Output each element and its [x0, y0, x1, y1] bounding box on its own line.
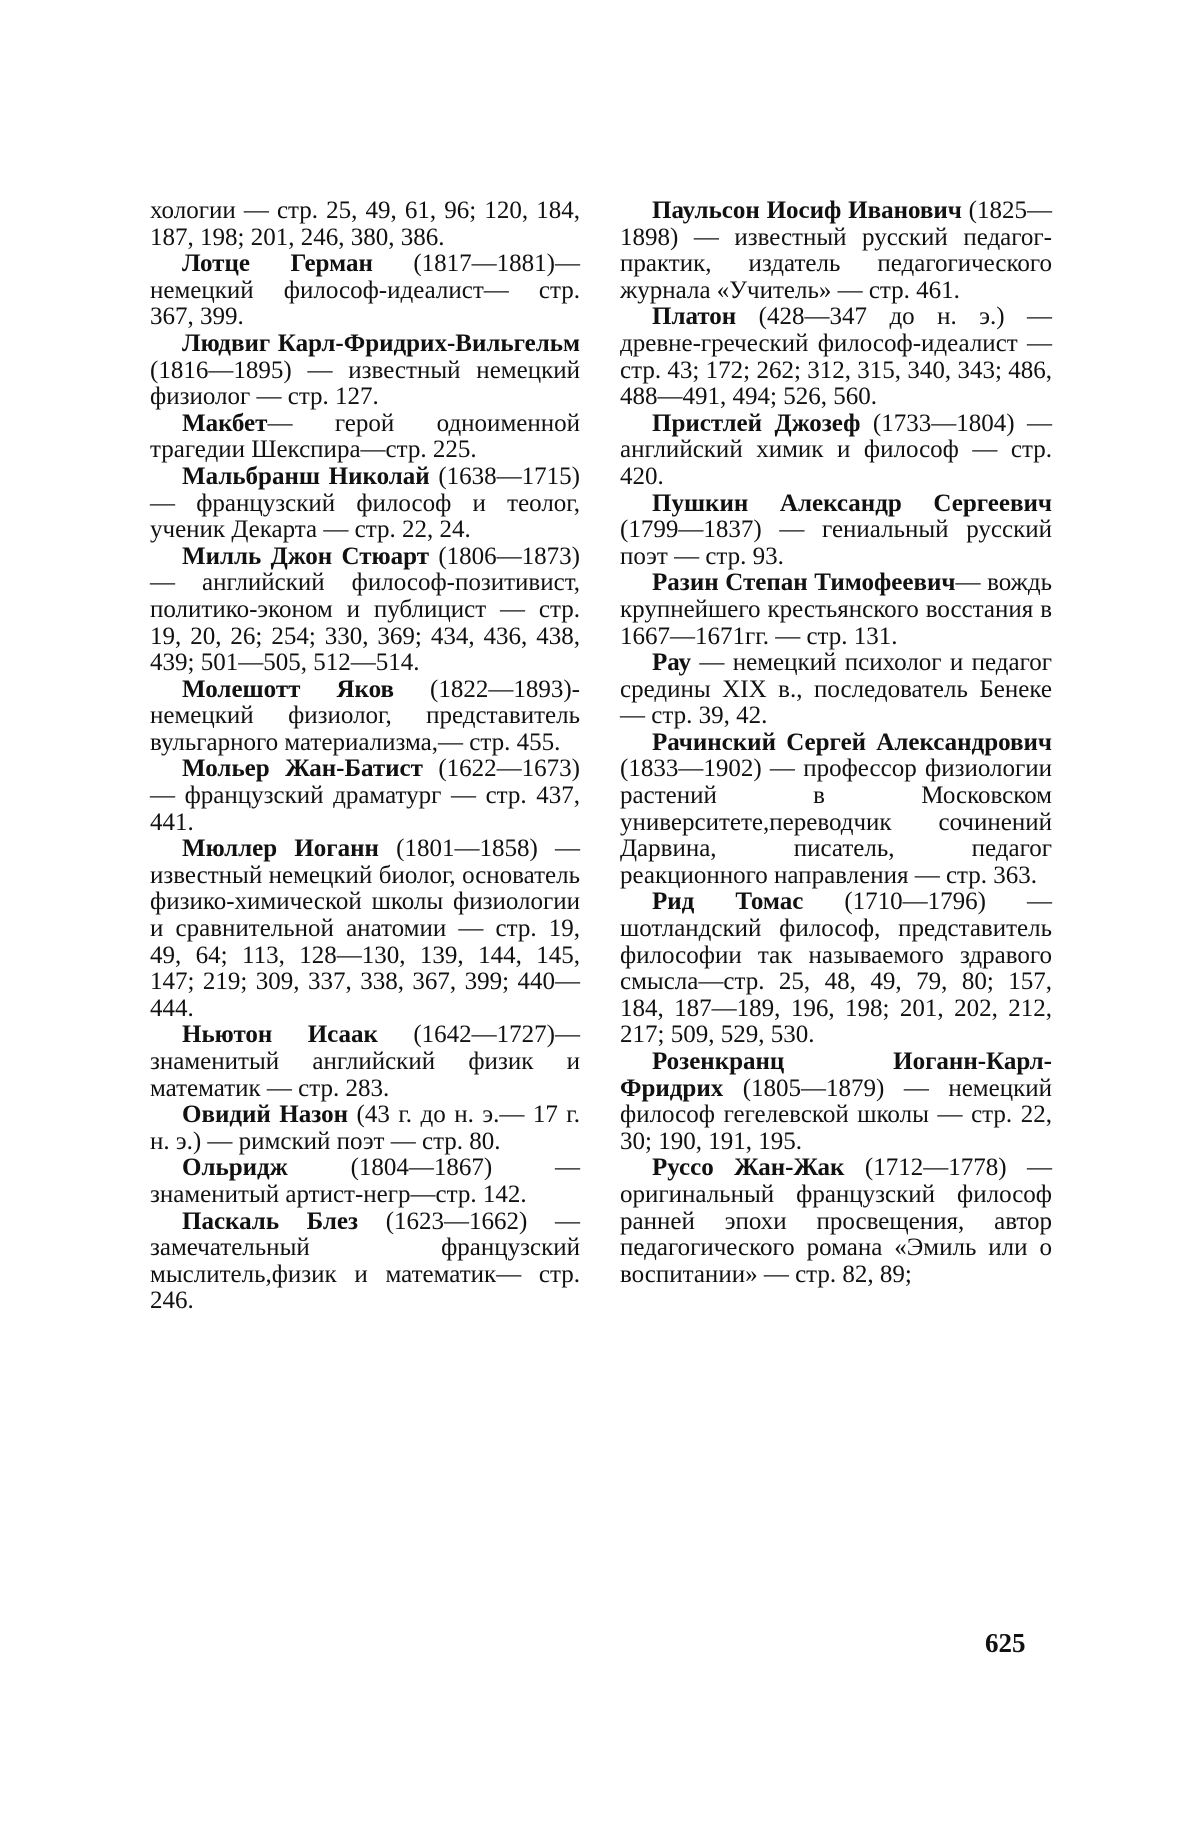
entry-name: Макбет: [182, 409, 268, 437]
index-entry: [150, 411, 580, 464]
index-entry: [150, 544, 580, 677]
entry-text: хологии — стр. 25, 49, 61, 96; 120, 184, 187, 198; 201, 246, 380, 386.: [150, 197, 580, 251]
entry-text: — немецкий психолог и педагог средины XIX в., последователь Бенеке — стр. 39, 42.: [620, 649, 1052, 730]
entry-name: Розенкранц Иоганн-Карл-Фридрих: [620, 1048, 1052, 1102]
entry-text: (1806—1873) — английский философ-позитивист, политико-эконом и публицист — стр. 19, 20, 26; 254; 330, 369; 434, 436, 438, 439; 501—505, 512—514.: [150, 542, 580, 677]
entry-text: (1799—1837) — гениальный русский поэт — стр. 93.: [620, 516, 1052, 570]
entry-text: — вождь крупнейшего крестьянского восстания в 1667—1671гг. — стр. 131.: [620, 569, 1053, 650]
index-entry: [150, 1155, 580, 1208]
index-entry: [150, 464, 580, 544]
index-entry: [620, 889, 1052, 1049]
index-entry: [620, 1049, 1052, 1155]
index-entry: [150, 1102, 580, 1155]
entry-name: Мальбранш Николай: [182, 462, 430, 490]
index-entry: [620, 730, 1052, 890]
entry-name: Паульсон Иосиф Иванович: [652, 197, 962, 224]
entry-name: Рачинский Сергей Александрович: [652, 728, 1052, 756]
left-column: [150, 198, 580, 1315]
entry-name: Разин Степан Тимофеевич: [652, 569, 956, 597]
entry-name: Овидий Назон: [182, 1101, 349, 1129]
entry-text: (1623—1662) — замечательный французский мыслитель,физик и математик— стр. 246.: [150, 1207, 580, 1315]
entry-text: (1712—1778) — оригинальный французский философ ранней эпохи просвещения, автор педагогического романа «Эмиль или о воспитании» — стр. 82, 89;: [620, 1154, 1052, 1288]
entry-text: (1638—1715) — французский философ и теолог, ученик Декарта — стр. 22, 24.: [150, 462, 580, 544]
entry-text: (1825—1898) — известный русский педагог-практик, издатель педагогического журнала «Учитель» — стр. 461.: [620, 197, 1052, 304]
index-entry: [150, 1022, 580, 1102]
index-entry: [620, 411, 1052, 491]
entry-name: Паскаль Блез: [182, 1207, 359, 1235]
entry-name: Мюллер Иоганн: [182, 835, 379, 863]
index-entry: [150, 331, 580, 411]
entry-text: (1833—1902) — профессор физиологии растений в Московском университете,переводчик сочинений Дарвина, писатель, педагог реакционного направления — стр. 363.: [620, 755, 1052, 889]
entry-text: (1805—1879) — немецкий философ гегелевской школы — стр. 22, 30; 190, 191, 195.: [620, 1074, 1052, 1155]
entry-text: (1817—1881)— немецкий философ-идеалист— стр. 367, 399.: [150, 250, 580, 331]
index-entry: [150, 1209, 580, 1315]
index-entry: [150, 836, 580, 1022]
index-entry: [150, 251, 580, 331]
entry-name: Ньютон Исаак: [182, 1021, 378, 1049]
entry-text: (43 г. до н. э.— 17 г. н. э.) — римский поэт — стр. 80.: [150, 1101, 580, 1155]
index-entry: [620, 304, 1052, 410]
entry-name: Руссо Жан-Жак: [652, 1154, 845, 1182]
entry-name: Пристлей Джозеф: [652, 409, 861, 437]
entry-name: Молешотт Яков: [182, 675, 394, 703]
entry-name: Милль Джон Стюарт: [182, 542, 430, 570]
entry-text: (1801—1858) —известный немецкий биолог, основатель физико-химической школы физиологии и сравнительной анатомии — стр. 19, 49, 64; 113, 128—130, 139, 144, 145, 147; 219; 309, 337, 338, 367, 399; 440—444.: [150, 835, 580, 1022]
page-number: 625: [985, 1628, 1026, 1658]
index-entry: [620, 198, 1052, 304]
entry-text: — герой одноименной трагедии Шекспира—стр. 225.: [150, 409, 580, 464]
entry-text: (1622—1673) — французский драматург — стр. 437, 441.: [150, 755, 581, 836]
index-entry: [620, 491, 1052, 571]
entry-name: Рид Томас: [652, 888, 804, 916]
entry-name: Ольридж: [182, 1154, 288, 1182]
entry-text: (428—347 до н. э.) — древне-греческий философ-идеалист — стр. 43; 172; 262; 312, 315, 340, 343; 486, 488—491, 494; 526, 560.: [620, 303, 1052, 411]
entry-text: (1733—1804) — английский химик и философ — стр. 420.: [620, 409, 1052, 490]
right-column: [620, 198, 1052, 1288]
entry-name: Пушкин Александр Сергеевич: [652, 489, 1052, 517]
entry-text: (1816—1895) — известный немецкий физиолог — стр. 127.: [150, 356, 580, 411]
index-entry: [150, 198, 580, 251]
index-entry: [620, 1155, 1052, 1288]
entry-name: Людвиг Карл-Фридрих-Вильгельм: [182, 329, 580, 357]
index-entry: [150, 677, 580, 757]
entry-name: Рау: [652, 649, 692, 677]
entry-text: (1710—1796) — шотландский философ, представитель философии так называемого здравого смысла—стр. 25, 48, 49, 79, 80; 157, 184, 187—189, 196, 198; 201, 202, 212, 217; 509, 529, 530.: [620, 888, 1052, 1049]
entry-name: Платон: [652, 303, 737, 331]
entry-text: (1642—1727)— знаменитый английский физик и математик — стр. 283.: [150, 1021, 581, 1102]
entry-text: (1804—1867) — знаменитый артист-негр—стр. 142.: [150, 1154, 580, 1208]
entry-name: Мольер Жан-Батист: [182, 755, 423, 783]
entry-text: (1822—1893)- немецкий физиолог, представитель вульгарного материализма,— стр. 455.: [150, 675, 580, 756]
entry-name: Лотце Герман: [182, 250, 373, 278]
index-entry: [620, 650, 1052, 730]
index-entry: [620, 570, 1052, 650]
index-entry: [150, 756, 580, 836]
